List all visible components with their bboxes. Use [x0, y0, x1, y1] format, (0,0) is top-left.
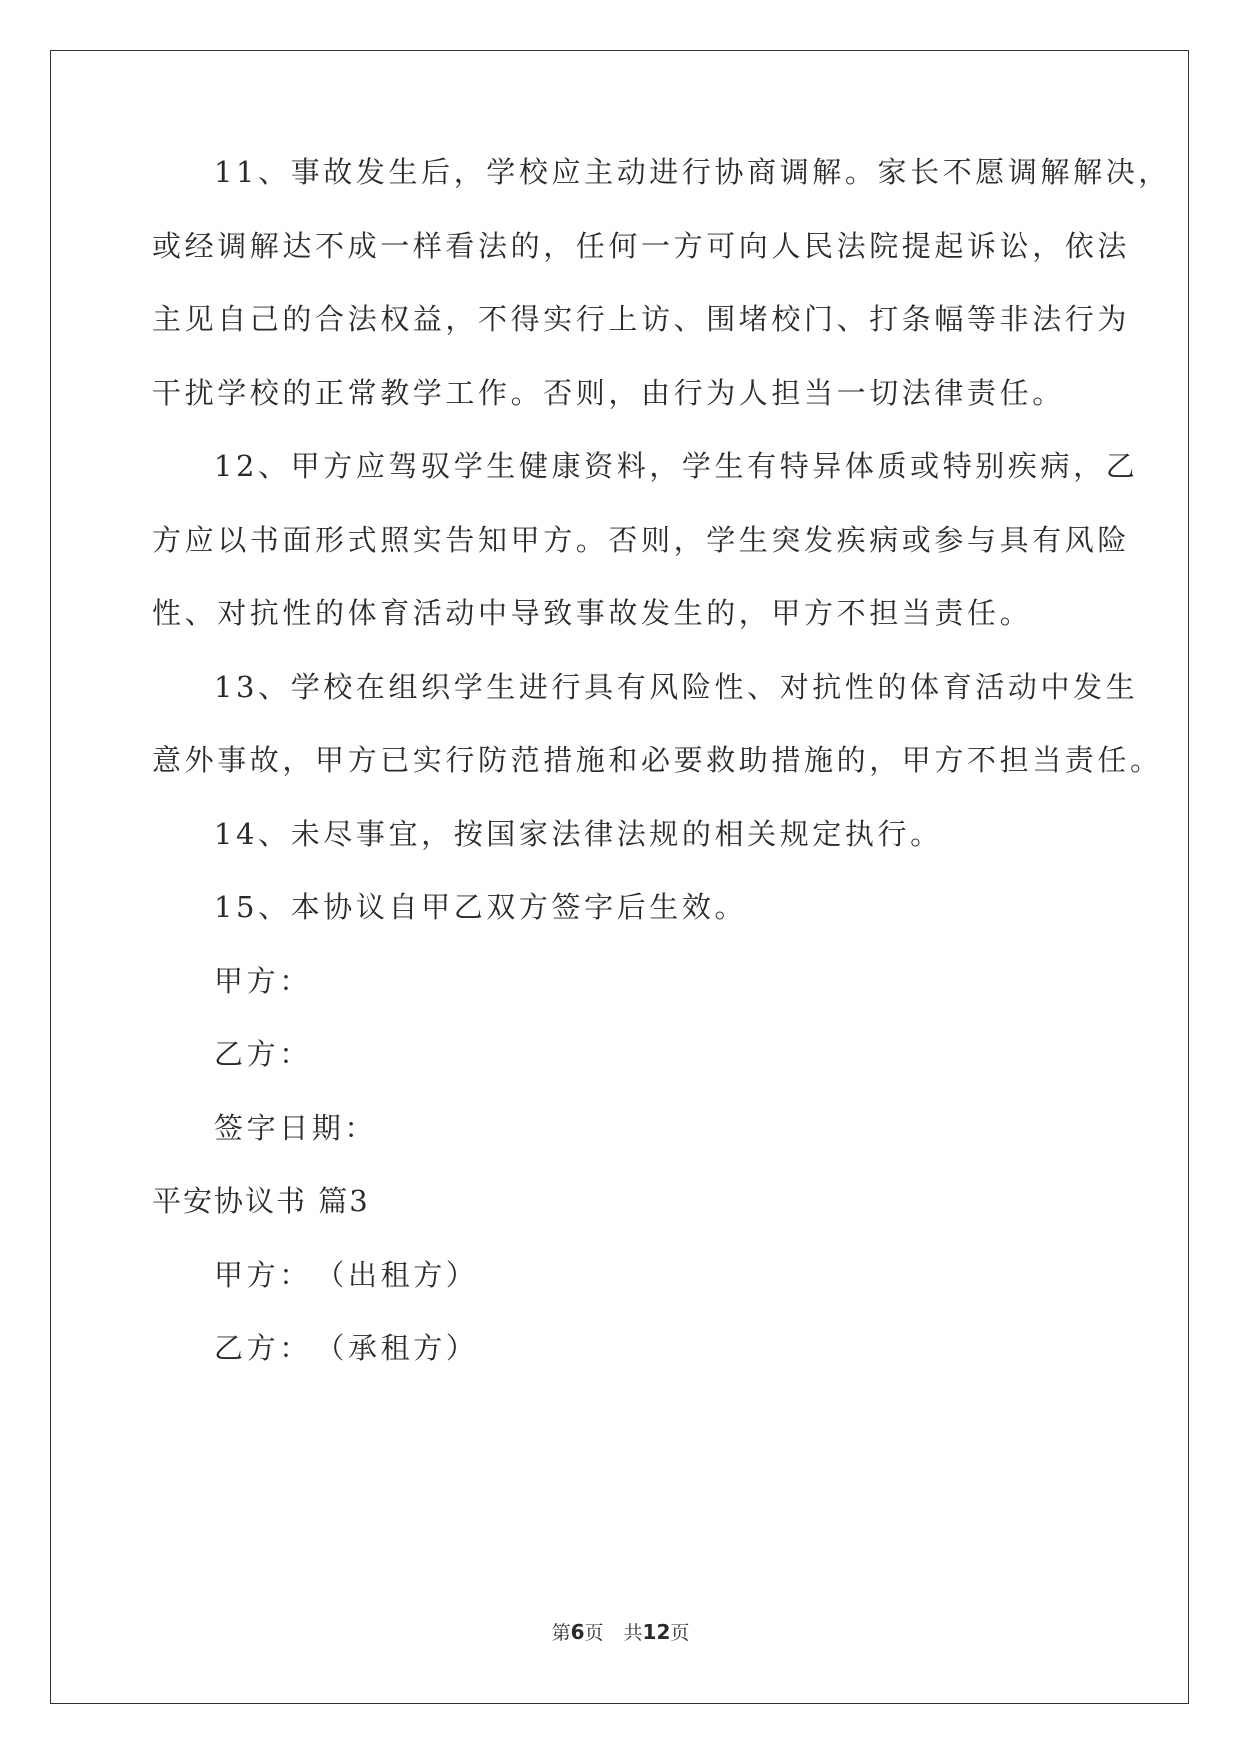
- clause-13-line-2: 意外事故，甲方已实行防范措施和必要救助措施的，甲方不担当责任。: [152, 743, 1163, 777]
- clause-11-line-4: 干扰学校的正常教学工作。否则，由行为人担当一切法律责任。: [152, 376, 1065, 410]
- clause-13-line-1: 13、学校在组织学生进行具有风险性、对抗性的体育活动中发生: [214, 670, 1139, 704]
- clause-11-line-1: 11、事故发生后，学校应主动进行协商调解。家长不愿调解解决，: [214, 155, 1171, 189]
- clause-11-line-3: 主见自己的合法权益，不得实行上访、围堵校门、打条幅等非法行为: [152, 302, 1131, 336]
- footer-prefix: 第: [551, 1622, 571, 1644]
- clause-15: 15、本协议自甲乙双方签字后生效。: [214, 890, 748, 924]
- clause-11-line-2: 或经调解达不成一样看法的，任何一方可向人民法院提起诉讼，依法: [152, 229, 1131, 263]
- clause-14: 14、未尽事宜，按国家法律法规的相关规定执行。: [214, 817, 943, 851]
- lessor-line: 甲方： （出租方）: [214, 1258, 479, 1292]
- clause-12-line-3: 性、对抗性的体育活动中导致事故发生的，甲方不担当责任。: [152, 596, 1033, 630]
- page-footer: [0, 1618, 1241, 1645]
- lessee-line: 乙方： （承租方）: [214, 1331, 479, 1365]
- footer-page-suffix: 页: [584, 1622, 604, 1644]
- section-heading: 平安协议书 篇3: [152, 1184, 370, 1218]
- footer-total-prefix: 共: [623, 1622, 643, 1644]
- party-a-label: 甲方：: [214, 964, 312, 998]
- footer-total-suffix: 页: [670, 1622, 690, 1644]
- clause-12-line-1: 12、甲方应驾驭学生健康资料，学生有特异体质或特别疾病，乙: [214, 449, 1139, 483]
- page-border: [50, 50, 1189, 1704]
- footer-total-pages: 12: [642, 1620, 671, 1644]
- clause-12-line-2: 方应以书面形式照实告知甲方。否则，学生突发疾病或参与具有风险: [152, 523, 1131, 557]
- sign-date-label: 签字日期：: [214, 1111, 378, 1145]
- party-b-label: 乙方：: [214, 1037, 312, 1071]
- footer-page-number: 6: [570, 1620, 585, 1644]
